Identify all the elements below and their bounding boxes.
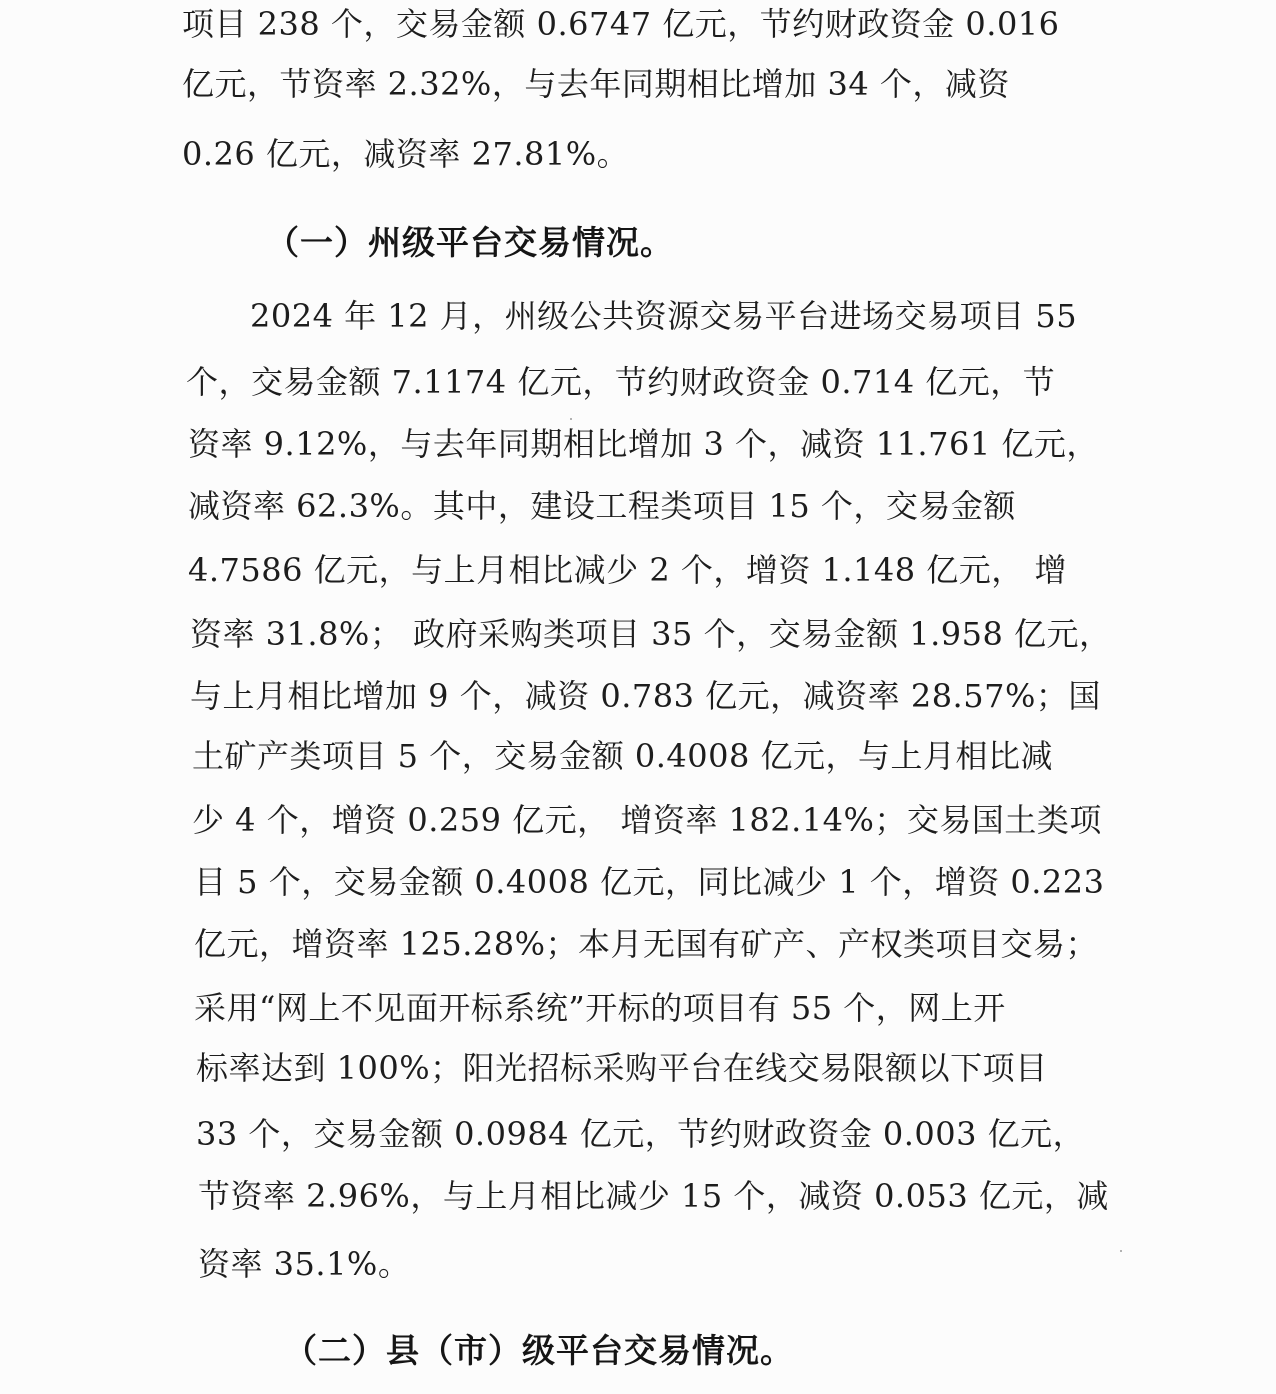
- paragraph-line: 目 5 个，交易金额 0.4008 亿元，同比减少 1 个，增资 0.223: [194, 863, 1105, 901]
- paragraph-line: 与上月相比增加 9 个，减资 0.783 亿元，减资率 28.57%；国: [190, 677, 1101, 715]
- intro-line-1: 项目 238 个，交易金额 0.6747 亿元，节约财政资金 0.016: [182, 5, 1060, 43]
- paragraph-line: 节资率 2.96%，与上月相比减少 15 个，减资 0.053 亿元，减: [198, 1177, 1109, 1215]
- paragraph-line: 资率 9.12%，与去年同期相比增加 3 个，减资 11.761 亿元，: [188, 425, 1099, 463]
- paragraph-line: 标率达到 100%；阳光招标采购平台在线交易限额以下项目: [196, 1049, 1048, 1087]
- scan-speck: [1120, 1250, 1122, 1252]
- scan-speck: [570, 418, 572, 420]
- paragraph-line: 少 4 个，增资 0.259 亿元， 增资率 182.14%；交易国土类项: [192, 801, 1102, 839]
- paragraph-line: 土矿产类项目 5 个，交易金额 0.4008 亿元，与上月相比减: [192, 737, 1054, 775]
- paragraph-line: 亿元，增资率 125.28%；本月无国有矿产、产权类项目交易；: [194, 925, 1099, 963]
- section-heading-prefecture: （一）州级平台交易情况。: [266, 223, 674, 262]
- paragraph-line: 减资率 62.3%。其中，建设工程类项目 15 个，交易金额: [188, 487, 1016, 525]
- paragraph-line: 采用“网上不见面开标系统”开标的项目有 55 个，网上开: [194, 989, 1006, 1027]
- section-heading-county: （二）县（市）级平台交易情况。: [284, 1331, 794, 1370]
- paragraph-line: 4.7586 亿元，与上月相比减少 2 个，增资 1.148 亿元， 增: [188, 551, 1067, 589]
- paragraph-line: 2024 年 12 月，州级公共资源交易平台进场交易项目 55: [250, 297, 1078, 335]
- intro-line-2: 亿元，节资率 2.32%，与去年同期相比增加 34 个，减资: [182, 65, 1010, 103]
- paragraph-line: 33 个，交易金额 0.0984 亿元，节约财政资金 0.003 亿元，: [196, 1115, 1086, 1153]
- paragraph-line: 资率 35.1%。: [198, 1245, 411, 1283]
- intro-line-3: 0.26 亿元，减资率 27.81%。: [182, 135, 630, 173]
- paragraph-line: 资率 31.8%； 政府采购类项目 35 个，交易金额 1.958 亿元，: [190, 615, 1112, 653]
- paragraph-line: 个，交易金额 7.1174 亿元，节约财政资金 0.714 亿元，节: [186, 363, 1056, 401]
